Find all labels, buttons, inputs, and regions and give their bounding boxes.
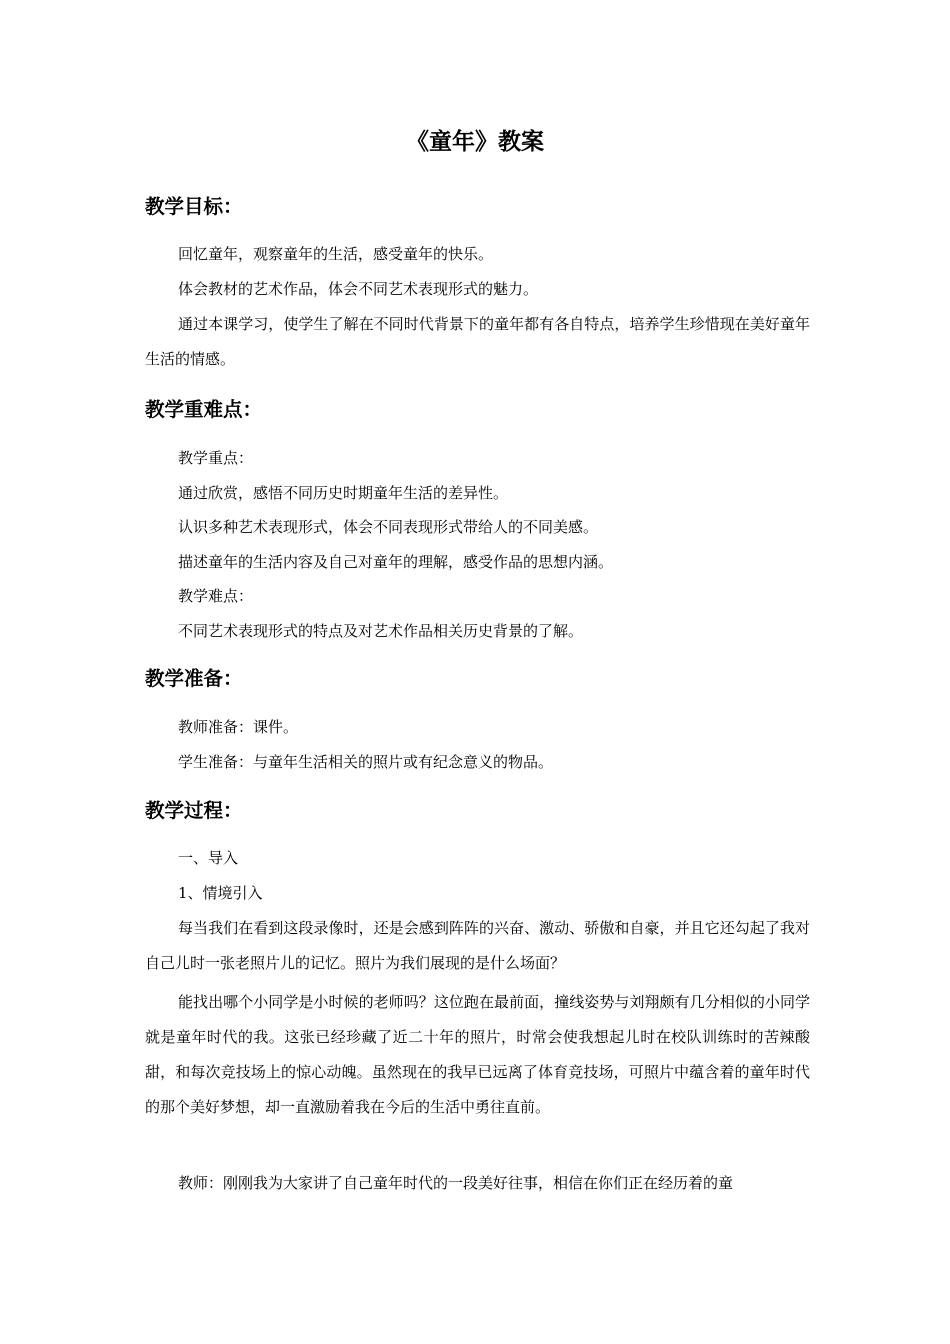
objective-paragraph-3: 通过本课学习，使学生了解在不同时代背景下的童年都有各自特点，培养学生珍惜现在美好童年生活的情感。 bbox=[145, 315, 810, 368]
difficulty-label: 教学难点： bbox=[178, 587, 254, 605]
objective-line-1: 回忆童年，观察童年的生活，感受童年的快乐。 bbox=[178, 245, 494, 263]
section-heading-key-points: 教学重难点： bbox=[145, 398, 263, 421]
objective-line-2: 体会教材的艺术作品，体会不同艺术表现形式的魅力。 bbox=[178, 280, 539, 298]
focus-line-2: 认识多种艺术表现形式，体会不同表现形式带给人的不同美感。 bbox=[178, 518, 599, 536]
student-preparation: 学生准备：与童年生活相关的照片或有纪念意义的物品。 bbox=[178, 753, 554, 771]
teacher-preparation: 教师准备：课件。 bbox=[178, 718, 299, 736]
process-step-1: 一、导入 bbox=[178, 849, 239, 867]
difficulty-line-1: 不同艺术表现形式的特点及对艺术作品相关历史背景的了解。 bbox=[178, 622, 584, 640]
section-heading-process: 教学过程： bbox=[145, 799, 243, 822]
section-heading-preparation: 教学准备： bbox=[145, 667, 243, 690]
section-heading-objectives: 教学目标： bbox=[145, 195, 243, 218]
focus-line-3: 描述童年的生活内容及自己对童年的理解，感受作品的思想内涵。 bbox=[178, 553, 614, 571]
process-paragraph-2: 能找出哪个小同学是小时候的老师吗？这位跑在最前面，撞线姿势与刘翔颇有几分相似的小同学就是童年时代的我。这张已经珍藏了近二十年的照片，时常会使我想起儿时在校队训练时的苦辣酸甜，和每次竞技场上的惊心动魄。虽然现在的我早已远离了体育竞技场，可照片中蕴含着的童年时代的那个美好梦想，却一直激励着我在今后的生活中勇往直前。 bbox=[145, 993, 810, 1116]
process-step-1-1: 1、情境引入 bbox=[178, 884, 263, 902]
document-title: 《童年》教案 bbox=[406, 129, 544, 155]
process-paragraph-1: 每当我们在看到这段录像时，还是会感到阵阵的兴奋、激动、骄傲和自豪，并且它还勾起了我对自己儿时一张老照片儿的记忆。照片为我们展现的是什么场面？ bbox=[145, 919, 810, 972]
process-paragraph-3: 教师：刚刚我为大家讲了自己童年时代的一段美好往事，相信在你们正在经历着的童 bbox=[178, 1174, 734, 1192]
focus-label: 教学重点： bbox=[178, 449, 254, 467]
focus-line-1: 通过欣赏，感悟不同历史时期童年生活的差异性。 bbox=[178, 484, 509, 502]
